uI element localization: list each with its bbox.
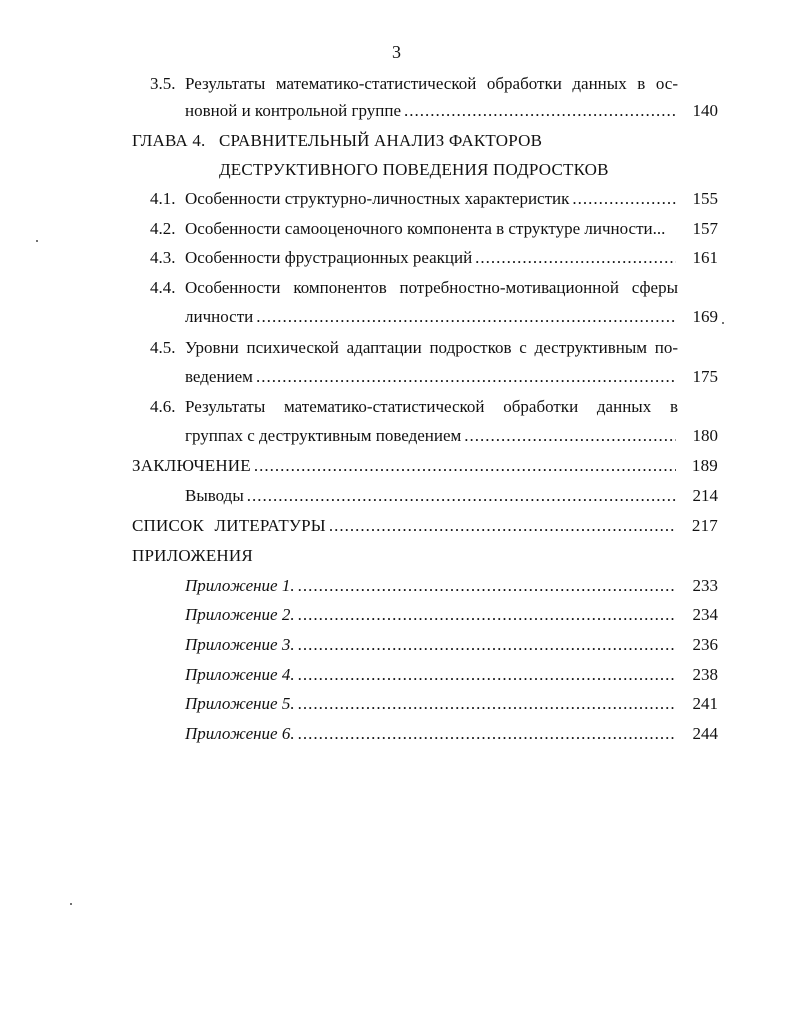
leader-dots: [329, 515, 676, 537]
leader-dots: [298, 575, 676, 597]
leader-dots: [572, 188, 676, 210]
section-title: Результаты математико-статистической обработки данных в: [185, 397, 678, 416]
appendix-title: Приложение 4.: [185, 665, 295, 684]
leader-dots: [298, 723, 676, 745]
chapter-title-cont: ДЕСТРУКТИВНОГО ПОВЕДЕНИЯ ПОДРОСТКОВ: [219, 160, 609, 179]
leader-dots: [298, 634, 676, 656]
leader-dots: [298, 604, 676, 626]
section-title: Результаты математико-статистической обработки данных в ос-: [185, 74, 678, 93]
toc-entry-findings: [185, 485, 718, 507]
chapter-label: ГЛАВА 4.: [132, 131, 206, 150]
scan-speck: [70, 903, 72, 905]
appendix-title: Приложение 5.: [185, 694, 295, 713]
toc-entry-4-2: [150, 218, 718, 240]
toc-entry-4-5-line1: [150, 337, 678, 359]
toc-entry-4-4-line2: [185, 306, 718, 328]
leader-dots: [254, 455, 676, 477]
toc-entry-3-5-line2: [185, 100, 718, 122]
section-title: СПИСОК ЛИТЕРАТУРЫ: [132, 516, 326, 535]
section-number: 4.5.: [150, 338, 176, 357]
scan-speck: [722, 322, 724, 324]
toc-entry-conclusion: [132, 455, 718, 477]
leader-dots: [404, 100, 676, 122]
leader-dots: [298, 664, 676, 686]
toc-entry-appendix: [185, 634, 718, 656]
toc-entry-3-5-line1: [150, 73, 678, 95]
page-ref: 169: [692, 307, 718, 326]
leader-dots: [247, 485, 676, 507]
page-ref: 236: [692, 635, 718, 654]
toc-entry-4-1: [150, 188, 718, 210]
page-ref: 217: [691, 516, 718, 535]
page-ref: 175: [692, 367, 718, 386]
toc-entry-appendix: [185, 723, 718, 745]
toc-entry-appendix: [185, 575, 718, 597]
section-title: Особенности самооценочного компонента в структуре личности...: [185, 219, 666, 238]
section-number: 4.6.: [150, 397, 176, 416]
chapter-4-heading-line2: [219, 159, 699, 181]
leader-dots: [464, 425, 676, 447]
section-number: 4.2.: [150, 219, 176, 238]
toc-entry-appendix: [185, 664, 718, 686]
page-ref: 157: [692, 219, 718, 238]
toc-entry-references: [132, 515, 718, 537]
section-title: Особенности структурно-личностных характеристик: [185, 189, 570, 208]
section-title-cont: ведением: [185, 367, 253, 386]
toc-entry-4-6-line2: [185, 425, 718, 447]
toc-entry-4-5-line2: [185, 366, 718, 388]
chapter-4-heading: [132, 130, 692, 152]
section-title: Особенности фрустрационных реакций: [185, 248, 473, 267]
page-ref: 161: [692, 248, 718, 267]
leader-dots: [256, 306, 676, 328]
leader-dots: [298, 693, 676, 715]
toc-entry-4-3: [150, 247, 718, 269]
section-number: 3.5.: [150, 74, 176, 93]
page-ref: 180: [692, 426, 718, 445]
section-title-cont: группах с деструктивным поведением: [185, 426, 462, 445]
leader-dots: [256, 366, 676, 388]
section-title: Особенности компонентов потребностно-мотивационной сферы: [185, 278, 678, 297]
section-title: ЗАКЛЮЧЕНИЕ: [132, 456, 251, 475]
toc-entry-appendix: [185, 693, 718, 715]
appendix-title: Приложение 2.: [185, 605, 295, 624]
page-ref: 214: [692, 486, 718, 505]
section-title-cont: новной и контрольной группе: [185, 101, 401, 120]
toc-entry-4-4-line1: [150, 277, 678, 299]
toc-entry-appendix: [185, 604, 718, 626]
section-number: 4.3.: [150, 248, 176, 267]
toc-entry-4-6-line1: [150, 396, 678, 418]
page-number: 3: [392, 42, 401, 62]
scan-speck: [36, 240, 38, 242]
page-ref: 140: [692, 101, 718, 120]
appendix-title: Приложение 1.: [185, 576, 295, 595]
page-ref: 238: [692, 665, 718, 684]
leader-dots: [475, 247, 676, 269]
appendices-heading: [132, 545, 432, 567]
section-title-cont: личности: [185, 307, 254, 326]
page-ref: 234: [692, 605, 718, 624]
page-ref: 189: [691, 456, 718, 475]
page-ref: 241: [692, 694, 718, 713]
appendix-title: Приложение 3.: [185, 635, 295, 654]
page-ref: 155: [692, 189, 718, 208]
section-number: 4.4.: [150, 278, 176, 297]
section-title: ПРИЛОЖЕНИЯ: [132, 546, 253, 565]
appendix-title: Приложение 6.: [185, 724, 295, 743]
page-ref: 244: [692, 724, 718, 743]
section-number: 4.1.: [150, 189, 176, 208]
chapter-title: СРАВНИТЕЛЬНЫЙ АНАЛИЗ ФАКТОРОВ: [219, 131, 543, 150]
page-ref: 233: [692, 576, 718, 595]
section-title: Уровни психической адаптации подростков с деструктивным по-: [185, 338, 678, 357]
section-title: Выводы: [185, 486, 244, 505]
